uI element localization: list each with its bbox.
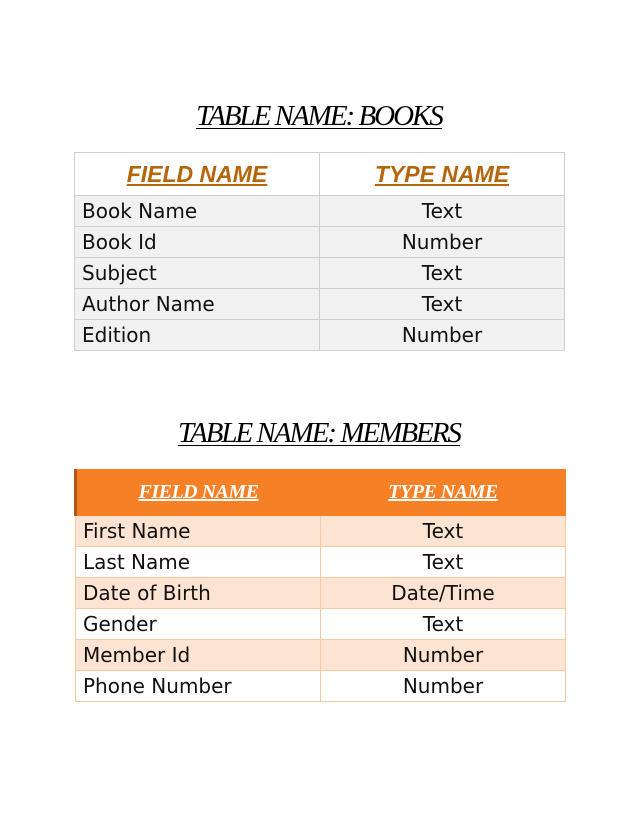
field-name-cell: Phone Number bbox=[76, 671, 321, 702]
members-table-title: TABLE NAME: MEMBERS bbox=[177, 417, 460, 449]
books-table bbox=[74, 152, 565, 351]
field-name-cell: Author Name bbox=[75, 289, 320, 320]
field-name-cell: Subject bbox=[75, 258, 320, 289]
type-name-cell: Number bbox=[320, 227, 565, 258]
field-name-cell: Member Id bbox=[76, 640, 321, 671]
field-name-cell: First Name bbox=[76, 516, 321, 547]
type-name-cell: Date/Time bbox=[321, 578, 566, 609]
table-row bbox=[76, 547, 566, 578]
members-table bbox=[74, 469, 566, 702]
table-row bbox=[76, 671, 566, 702]
field-name-cell: Book Name bbox=[75, 196, 320, 227]
table-row bbox=[76, 516, 566, 547]
table-row bbox=[76, 609, 566, 640]
type-name-cell: Text bbox=[321, 516, 566, 547]
type-name-cell: Text bbox=[320, 258, 565, 289]
type-name-cell: Text bbox=[321, 547, 566, 578]
type-name-cell: Text bbox=[320, 289, 565, 320]
field-name-cell: Last Name bbox=[76, 547, 321, 578]
type-name-header: TYPE NAME bbox=[321, 470, 566, 516]
type-name-cell: Number bbox=[320, 320, 565, 351]
table-row bbox=[75, 289, 565, 320]
books-table-title: TABLE NAME: BOOKS bbox=[196, 100, 442, 132]
type-name-header: TYPE NAME bbox=[320, 153, 565, 196]
field-name-cell: Edition bbox=[75, 320, 320, 351]
field-name-header: FIELD NAME bbox=[75, 153, 320, 196]
table-row bbox=[75, 258, 565, 289]
type-name-cell: Text bbox=[320, 196, 565, 227]
table-header-row bbox=[76, 470, 566, 516]
field-name-cell: Gender bbox=[76, 609, 321, 640]
type-name-cell: Number bbox=[321, 640, 566, 671]
table-row bbox=[76, 640, 566, 671]
table-header-row bbox=[75, 153, 565, 196]
table-row bbox=[75, 196, 565, 227]
table-row bbox=[75, 227, 565, 258]
field-name-cell: Date of Birth bbox=[76, 578, 321, 609]
type-name-cell: Number bbox=[321, 671, 566, 702]
field-name-cell: Book Id bbox=[75, 227, 320, 258]
table-row bbox=[76, 578, 566, 609]
table-row bbox=[75, 320, 565, 351]
type-name-cell: Text bbox=[321, 609, 566, 640]
field-name-header: FIELD NAME bbox=[76, 470, 321, 516]
